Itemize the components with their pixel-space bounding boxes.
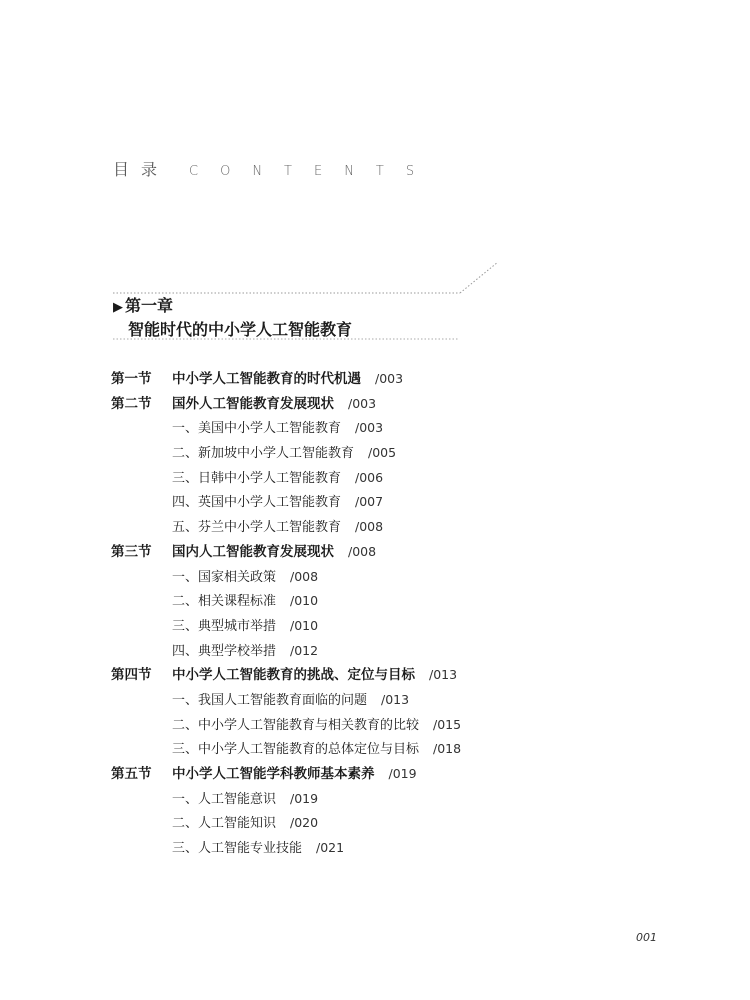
entry-page: /010 — [290, 617, 319, 633]
section-number: 第五节 — [111, 766, 152, 782]
entry-title: 二、人工智能知识 — [172, 816, 277, 832]
entry-page: /018 — [433, 741, 462, 757]
toc-section-entry[interactable] — [111, 663, 461, 688]
entry-title: 四、英国中小学人工智能教育 — [172, 495, 342, 511]
entry-title: 一、国家相关政策 — [172, 569, 277, 585]
toc-section-entry[interactable] — [111, 540, 461, 565]
entry-title: 二、新加坡中小学人工智能教育 — [172, 446, 355, 462]
toc-subsection-entry[interactable] — [111, 416, 461, 441]
entry-page: /012 — [290, 642, 319, 658]
chapter-title: 智能时代的中小学人工智能教育 — [128, 320, 353, 339]
entry-title: 中小学人工智能教育的挑战、定位与目标 — [172, 667, 415, 684]
entry-title: 中小学人工智能学科教师基本素养 — [172, 766, 375, 782]
toc-section-entry[interactable] — [111, 392, 461, 417]
entry-title: 三、典型城市举措 — [172, 618, 277, 634]
entry-page: /019 — [388, 766, 417, 781]
toc-subsection-entry[interactable] — [111, 565, 461, 590]
entry-title: 三、人工智能专业技能 — [172, 841, 303, 857]
entry-page: /008 — [355, 519, 384, 535]
toc-subsection-entry[interactable] — [111, 515, 461, 540]
entry-title: 三、日韩中小学人工智能教育 — [172, 470, 342, 486]
toc-subsection-entry[interactable] — [111, 614, 461, 639]
entry-title: 国内人工智能教育发展现状 — [172, 543, 334, 560]
entry-page: /021 — [316, 840, 345, 856]
entry-page: /006 — [355, 469, 384, 485]
entry-page: /003 — [375, 371, 404, 386]
section-number: 第二节 — [111, 395, 152, 412]
page-number: 001 — [636, 931, 657, 944]
section-number: 第三节 — [111, 543, 152, 560]
entry-title: 国外人工智能教育发展现状 — [172, 395, 334, 412]
entry-title: 五、芬兰中小学人工智能教育 — [172, 520, 342, 536]
entry-title: 二、相关课程标准 — [172, 594, 277, 610]
entry-page: /003 — [348, 395, 377, 411]
section-number: 第四节 — [111, 667, 152, 684]
entry-page: /005 — [368, 445, 397, 461]
entry-page: /013 — [381, 691, 410, 707]
entry-title: 四、典型学校举措 — [172, 643, 277, 659]
toc-subsection-entry[interactable] — [111, 589, 461, 614]
header-en: CONTENTS — [189, 164, 437, 179]
chapter-heading — [113, 296, 352, 341]
entry-page: /010 — [290, 593, 319, 609]
entry-title: 二、中小学人工智能教育与相关教育的比较 — [172, 717, 420, 733]
toc-subsection-entry[interactable] — [111, 441, 461, 466]
entry-page: /020 — [290, 815, 319, 831]
entry-page: /008 — [290, 568, 319, 584]
entry-page: /003 — [355, 420, 384, 436]
entry-title: 三、中小学人工智能教育的总体定位与目标 — [172, 742, 420, 758]
entry-page: /007 — [355, 494, 384, 510]
header-cn: 目录 — [113, 160, 170, 179]
toc-subsection-entry[interactable] — [111, 836, 461, 861]
toc-subsection-entry[interactable] — [111, 639, 461, 664]
toc-subsection-entry[interactable] — [111, 466, 461, 491]
toc-list — [111, 367, 461, 861]
section-number: 第一节 — [111, 371, 152, 387]
toc-subsection-entry[interactable] — [111, 811, 461, 836]
toc-subsection-entry[interactable] — [111, 737, 461, 762]
entry-page: /013 — [429, 667, 458, 683]
toc-subsection-entry[interactable] — [111, 787, 461, 812]
toc-subsection-entry[interactable] — [111, 713, 461, 738]
triangle-icon: ▶ — [113, 300, 123, 315]
toc-section-entry[interactable] — [111, 367, 461, 392]
toc-section-entry[interactable] — [111, 762, 461, 787]
toc-subsection-entry[interactable] — [111, 490, 461, 515]
entry-page: /019 — [290, 790, 319, 806]
entry-title: 中小学人工智能教育的时代机遇 — [172, 371, 361, 387]
entry-page: /015 — [433, 716, 462, 732]
entry-title: 一、我国人工智能教育面临的问题 — [172, 692, 368, 708]
entry-page: /008 — [348, 543, 377, 559]
entry-title: 一、美国中小学人工智能教育 — [172, 421, 342, 437]
chapter-number: 第一章 — [125, 296, 174, 315]
toc-subsection-entry[interactable] — [111, 688, 461, 713]
entry-title: 一、人工智能意识 — [172, 791, 277, 807]
